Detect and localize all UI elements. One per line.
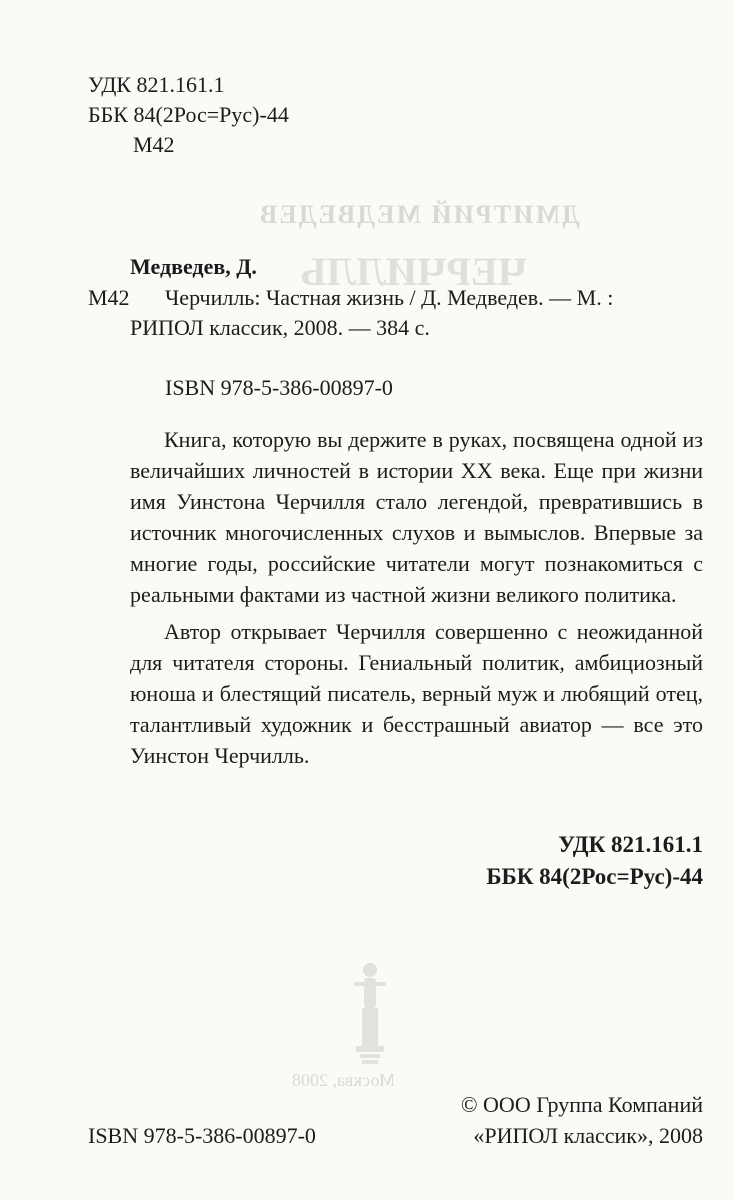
header-bbk: ББК 84(2Рос=Рус)-44 bbox=[88, 102, 289, 127]
record-publisher-line: РИПОЛ классик, 2008. — 384 с. bbox=[130, 315, 430, 340]
footer-isbn: ISBN 978-5-386-00897-0 bbox=[88, 1123, 316, 1148]
abstract-paragraph: Книга, которую вы держите в руках, посвящена одной из величайших личностей в истории XX века. Еще при жизни имя Уинстона Черчилля стало легендой, превратившись в источник многочисленных слухов и вымыслов. Впервые за многие годы, российские читатели могут познакомиться с реальными фактами из частной жизни великого политика. bbox=[130, 427, 703, 607]
header-udk: УДК 821.161.1 bbox=[88, 72, 225, 97]
copyright-publisher-year: «РИПОЛ классик», 2008 bbox=[473, 1123, 703, 1148]
show-through-author: ДМИТРИЙ МЕДВЕДЕВ bbox=[258, 200, 580, 229]
classification-udk: УДК 821.161.1 bbox=[558, 832, 703, 857]
abstract bbox=[130, 424, 703, 771]
publisher-emblem-show-through-icon bbox=[340, 960, 400, 1070]
copyright-holder: © ООО Группа Компаний bbox=[460, 1092, 703, 1117]
record-title-line: Черчилль: Частная жизнь / Д. Медведев. — М. : bbox=[165, 285, 614, 310]
show-through-title: ЧЕРЧИЛЛЬ bbox=[300, 249, 527, 294]
abstract-paragraph: Автор открывает Черчилля совершенно с неожиданной для читателя стороны. Гениальный политик, амбициозный юноша и блестящий писатель, верный муж и любящий отец, талантливый художник и бесстрашный авиатор — все это Уинстон Черчилль. bbox=[130, 619, 703, 768]
header-author-code: М42 bbox=[133, 132, 175, 157]
classification-bbk: ББК 84(2Рос=Рус)-44 bbox=[486, 864, 703, 889]
record-author-code: М42 bbox=[88, 285, 130, 310]
show-through-city: Москва, 2008 bbox=[292, 1070, 395, 1090]
record-author: Медведев, Д. bbox=[130, 254, 257, 279]
record-isbn: ISBN 978-5-386-00897-0 bbox=[165, 375, 393, 400]
